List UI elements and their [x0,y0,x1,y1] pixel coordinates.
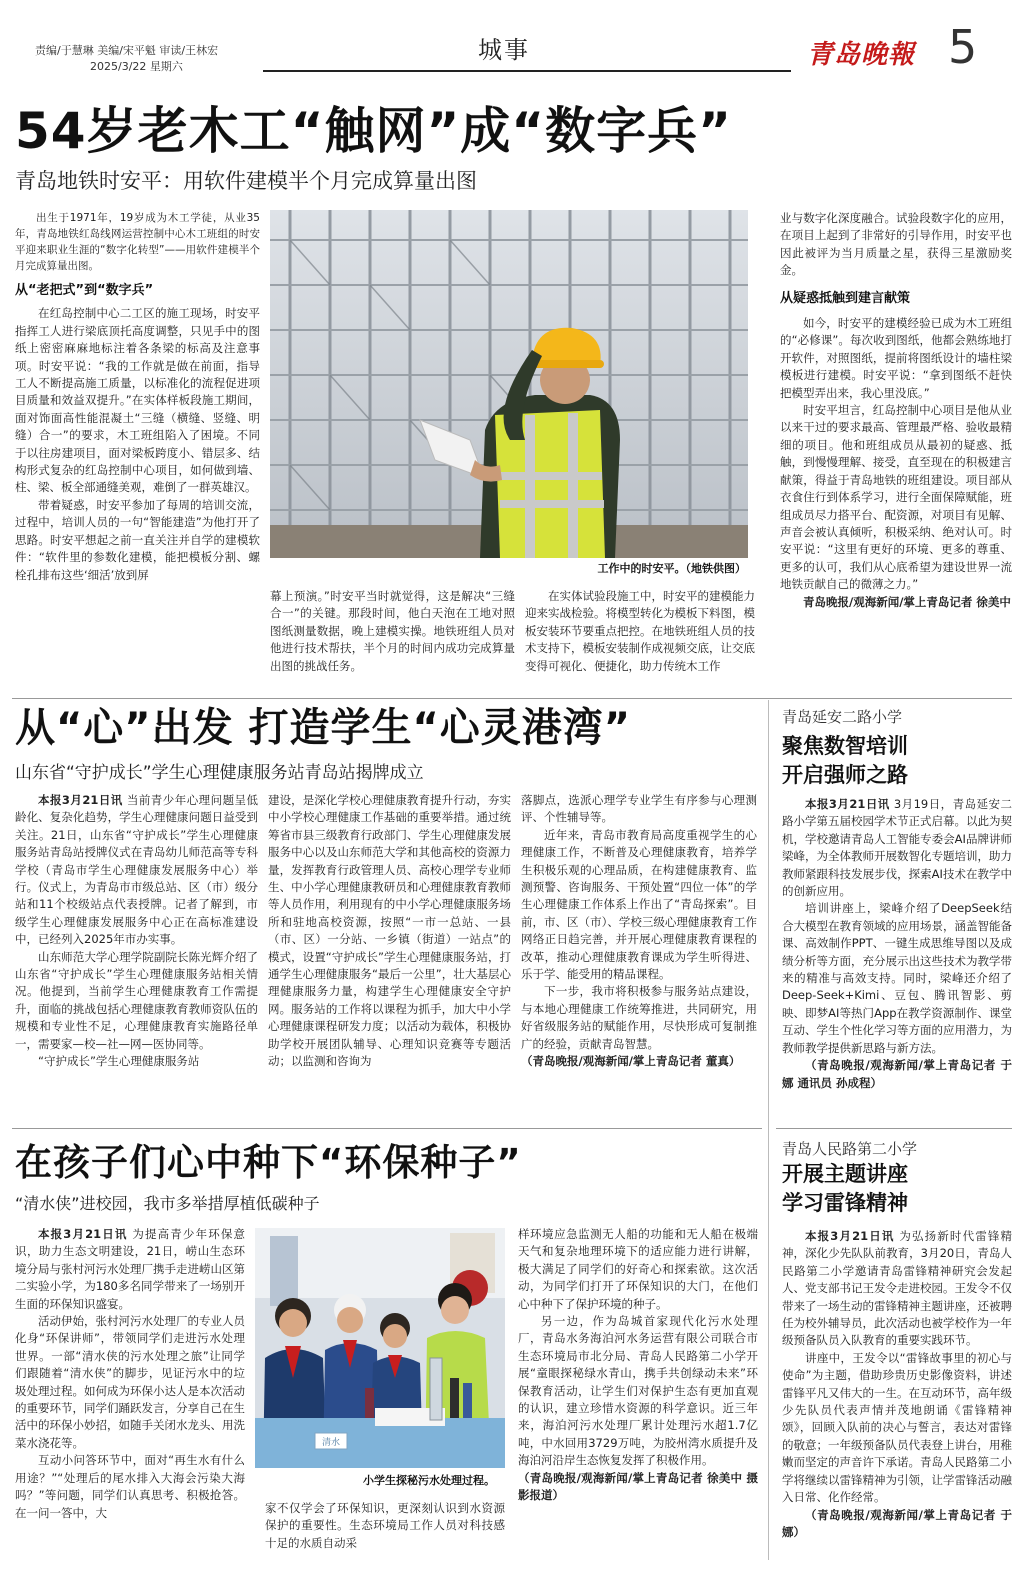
story1-column-3 [525,588,755,693]
divider [776,1128,1012,1129]
side2-body [782,1228,1012,1562]
story2-headline: 从“心”出发 打造学生“心灵港湾” [15,705,632,751]
worker-scaffolding-illustration [270,210,748,558]
story1-headline: 54岁老木工“触网”成“数字兵” [15,102,733,160]
story3-para-2: 活动伊始，张村河污水处理厂的专业人员化身“环保讲师”，带领同学们走进污水处理世界。一部“清水侠的污水处理之旅”让同学们跟随着“清水侠”的脚步，见证污水中的垃圾处理过程。如何成为环保小达人是本次活动的重要环节，同学们踊跃发言，分享自己在生活中的环保小妙招，如随手关闭水龙头、用洗菜水浇花等。 [15,1314,245,1450]
story1-intro: 出生于1971年，19岁成为木工学徒，从业35年，青岛地铁红岛线网运营控制中心木工班组的时安平迎来职业生涯的“数字化转型”——用软件建模半个月完成算量出图。 [15,212,260,272]
story2-lead: 本报3月21日讯 [38,793,123,807]
side1-para-1: 3月19日，青岛延安二路小学第五届校园学术节正式启幕。以此为契机，学校邀请青岛人工智能专委会AI品牌讲师梁峰，为全体教师开展数智化专题培训，助力教师紧跟科技发展步伐，探索AI技术在教学中的创新应用。 [782,797,1012,899]
side2-para-2: 讲座中，王发令以“雷锋故事里的初心与使命”为主题，借助珍贵历史影像资料，讲述雷锋平凡又伟大的一生。在互动环节，高年级少先队员代表声情并茂地朗诵《雷锋精神颂》，回顾入队前的决心与誓言，表达对雷锋的敬意；一年级预备队员代表登上讲台，用稚嫩而坚定的声音许下承诺。青岛人民路第二小学将继续以雷锋精神为引领，让学雷锋活动融入日常、化作经常。 [782,1350,1012,1505]
story3-para-5: 样环境应急监测无人船的功能和无人船在极端天气和复杂地理环境下的适应能力进行讲解，极大满足了同学们的好奇心和探索欲。这次活动，为同学们打开了环保知识的大门，在他们心中种下了保护环境的种子。 [518,1227,758,1311]
story3-lead: 本报3月21日讯 [38,1227,128,1241]
side2-title-line-1: 开展主题讲座 [782,1162,908,1186]
side2-lead: 本报3月21日讯 [805,1229,895,1243]
story1-para-1: 在红岛控制中心二工区的施工现场，时安平指挥工人进行梁底顶托高度调整，只见手中的图纸上密密麻麻地标注着各条梁的标高及注意事项。时安平说：“我的工作就是做在前面，指导工人不断提高施工质量，以标准化的流程促进项目质量和效益双提升。”在实体样板段施工期间，面对饰面高性能混凝土“三缝（横缝、竖缝、明缝）合一”的要求，木工班组陷入了困境。不同于以往房建项目，面对梁板跨度小、错层多、结构形式复杂的红岛控制中心项目，如何做到墙、柱、梁、板全部通缝美观，难倒了一群英雄汉。 [15,306,260,495]
story1-subhead-2: 从疑惑抵触到建言献策 [780,290,911,306]
divider [12,1128,762,1129]
story1-photo [270,210,748,558]
story1-para-2: 带着疑惑，时安平参加了每周的培训交流，过程中，培训人员的一句“智能建造”为他打开了思路。时安平想起之前一直关注并自学的建模软件：“软件里的参数化建模，能把模板分割、螺栓孔排布这些‘细活’放到屏 [15,497,260,582]
side1-title [782,732,908,790]
story2-para-5: 落脚点，选派心理学专业学生有序参与心理测评、个性辅导等。 [521,793,757,825]
column-divider [768,700,769,1560]
story1-column-1 [15,210,260,690]
side2-kicker: 青岛人民路第二小学 [782,1140,918,1158]
students-experiment-illustration [255,1228,505,1468]
story3-subtitle: “清水侠”进校园，我市多举措厚植低碳种子 [15,1194,320,1213]
header-rule [263,70,791,72]
story3-para-3: 互动小问答环节中，面对“再生水有什么用途？”“处理后的尾水排入大海会污染大海吗？”等问题，同学们认真思考、积极抢答。在一问一答中，大 [15,1453,245,1520]
story1-para-6: 如今，时安平的建模经验已成为木工班组的“必修课”。每次收到图纸，他都会熟练地打开软件，对照图纸，提前将图纸设计的墙柱梁模板进行建模。时安平说：“拿到图纸不赶快把模型弄出来，我心里没底。” [780,316,1012,400]
side2-title [782,1160,908,1218]
side1-body [782,796,1012,1126]
editors-line: 责编/于慧琳 美编/宋平魁 审读/王林宏 [35,44,219,57]
story3-para-4: 家不仅学会了环保知识，更深刻认识到水资源保护的重要性。生态环境局工作人员对科技感十足的水质自动采 [265,1501,505,1550]
story2-para-1: 当前青少年心理问题呈低龄化、复杂化趋势，学生心理健康问题日益受到关注。21日，山东省“守护成长”学生心理健康服务站青岛站授牌仪式在青岛幼儿师范高等专科学校（青岛市学生心理健康发展服务中心）举行。仪式上，为青岛市市级总站、区（市）级分站和11个校级站点代表授牌。记者了解到，市级学生心理健康发展服务中心正在高标准建设中，已经列入2025年市办实事。 [15,793,258,947]
photo-sign-text: 清水 [321,1438,341,1448]
side1-credit: （青岛晚报/观海新闻/掌上青岛记者 于娜 通讯员 孙成程） [782,1058,1012,1090]
story1-subhead-1: 从“老把式”到“数字兵” [15,283,154,298]
story3-column-1 [15,1226,245,1562]
story3-column-2 [265,1500,505,1560]
side1-title-line-1: 聚焦数智培训 [782,734,908,758]
story2-para-4: 建设，是深化学校心理健康教育提升行动，夯实中小学校心理健康工作基础的重要举措。通过统筹省市县三级教育行政部门、学生心理健康发展服务中心以及山东师范大学和其他高校的资源力量，发挥教育行政管理人员、高校心理学专业师生、中小学心理健康教研员和心理健康教育教师等人员作用，利用现有的中小学心理健康服务场所和驻地高校资源，按照“一市一总站、一县（市、区）一分站、一乡镇（街道）一站点”的模式，设置“守护成长”学生心理健康服务站，打通学生心理健康服务“最后一公里”，壮大基层心理健康服务力量，构建学生心理健康安全守护网。服务站的工作将以课程为抓手，加大中小学心理健康课程研发力度；以活动为载体，积极协助学校开展团队辅导、心理知识竞赛等专题活动；以监测和咨询为 [268,793,511,1069]
story1-para-3: 幕上预演。”时安平当时就觉得，这是解决“三缝合一”的关键。那段时间，他白天泡在工地对照图纸测量数据，晚上建模实操。地铁班组人员对他进行技术帮扶，半个月的时间内成功完成算量出图的挑战任务。 [270,589,515,673]
side1-kicker: 青岛延安二路小学 [782,708,903,726]
story2-column-2 [268,792,511,1122]
side1-para-2: 培训讲座上，梁峰介绍了DeepSeek结合大模型在教育领域的应用场景，涵盖智能备课、高效制作PPT、一键生成思维导图以及成绩分析等方面，充分展示出这些技术为教学带来的精准与高效支持。同时，梁峰还介绍了Deep-Seek+Kimi、豆包、腾讯智影、剪映、即梦AI等热门App在教学资源制作、课堂互动、学生个性化学习等方面的应用潜力，为教师教学提供新思路与新方法。 [782,901,1012,1055]
story2-para-3: “守护成长”学生心理健康服务站 [38,1054,200,1069]
story3-para-6: 另一边，作为岛城首家现代化污水处理厂，青岛水务海泊河水务运营有限公司联合市生态环境局市北分局、青岛人民路第二小学开展“童眼探秘绿水青山，携手共创绿动未来”环保教育活动，让学生们对保护生态有更加直观的认识，建立珍惜水资源的科学意识。近三年来，海泊河污水处理厂累计处理污水超1.7亿吨，中水回用3729万吨，为胶州湾水质提升及海泊河沿岸生态恢复发挥了积极作用。 [518,1314,758,1468]
story3-para-1: 为提高青少年环保意识，助力生态文明建设，21日，崂山生态环境分局与张村河污水处理厂携手走进崂山区第二实验小学，为180多名同学带来了一场别开生面的环保知识盛宴。 [15,1227,245,1311]
side1-lead: 本报3月21日讯 [805,797,890,811]
story2-column-1 [15,792,258,1122]
story2-para-7: 下一步，我市将积极参与服务站点建设，与本地心理健康工作统筹推进，共同研究，用好省级服务站的赋能作用，尽快形成可复制推广的经验，贡献青岛智慧。 [521,984,757,1051]
newspaper-logo: 青岛晚報 [807,40,916,70]
story3-column-3 [518,1226,758,1562]
story2-column-3 [521,792,757,1122]
story3-headline: 在孩子们心中种下“环保种子” [15,1141,522,1184]
story1-subtitle: 青岛地铁时安平：用软件建模半个月完成算量出图 [15,169,477,193]
story2-para-2: 山东师范大学心理学院副院长陈光辉介绍了山东省“守护成长”学生心理健康服务站相关情况。他提到，当前学生心理健康教育工作需提升，面临的挑战包括心理健康教育教师资队伍的规模和专业性不足，心理健康教育实施路径单一，需要家—校—社—网—医协同等。 [15,949,258,1051]
story1-para-7: 时安平坦言，红岛控制中心项目是他从业以来干过的要求最高、管理最严格、验收最精细的项目。他和班组成员从最初的疑惑、抵触，到慢慢理解、接受，直至现在的积极建言献策，得益于青岛地铁的班组建设。项目部从衣食住行到体系学习，进行全面保障赋能，班组成员尽力搭平台、配资源，对项目有见解、声音会被认真倾听，积极采纳、绝对认可。时安平说：“这里有更好的环境、更多的尊重、更多的认可，我们从心底希望为建设世界一流地铁贡献自己的微薄之力。” [780,403,1012,592]
divider [12,698,1012,699]
side2-para-1: 为弘扬新时代雷锋精神，深化少先队队前教育，3月20日，青岛人民路第二小学邀请青岛雷锋精神研究会发起人、党支部书记王发令走进校园。王发令不仅带来了一场生动的雷锋精神主题讲座，还被聘任为校外辅导员，此次活动也被学校作为一年级预备队员入队教育的重要实践环节。 [782,1229,1012,1348]
story3-photo-caption: 小学生探秘污水处理过程。 [363,1474,495,1487]
story3-credit: （青岛晚报/观海新闻/掌上青岛记者 徐美中 摄影报道） [518,1470,758,1503]
story1-column-4 [780,210,1012,695]
story1-credit: 青岛晚报/观海新闻/掌上青岛记者 徐美中 [803,594,1011,609]
editor-credits [35,43,218,75]
story1-para-5: 业与数字化深度融合。试验段数字化的应用，在项目上起到了非常好的引导作用，时安平也因此被评为当月质量之星，获得三星激励奖金。 [780,211,1012,278]
story2-para-6: 近年来，青岛市教育局高度重视学生的心理健康工作，不断普及心理健康教育，培养学生积极乐观的心理品质，在构建健康教育、监测预警、咨询服务、干预处置“四位一体”的学生心理健康工作体系上作出了“青岛探索”。目前，市、区（市）、学校三级心理健康教育工作网络正日趋完善，并开展心理健康教育课程的改革，推动心理健康教育课成为学生听得进、乐于学、能受用的精品课程。 [521,827,757,982]
side2-credit: （青岛晚报/观海新闻/掌上青岛记者 于娜） [782,1507,1012,1539]
issue-date: 2025/3/22 星期六 [90,60,183,73]
section-name: 城事 [478,36,530,64]
side2-title-line-2: 学习雷锋精神 [782,1191,908,1215]
story2-credit: （青岛晚报/观海新闻/掌上青岛记者 董真） [521,1054,741,1069]
story1-photo-caption: 工作中的时安平。（地铁供图） [597,562,746,575]
page-number: 5 [948,20,978,74]
story2-subtitle: 山东省“守护成长”学生心理健康服务站青岛站揭牌成立 [15,763,424,783]
story3-photo [255,1228,505,1468]
story1-para-4: 在实体试验段施工中，时安平的建模能力迎来实战检验。将模型转化为模板下料图，模板安装环节要重点把控。在地铁班组人员的技术支持下，模板安装制作成视频交底，让交底变得可视化、便捷化，助力传统木工作 [525,589,755,673]
story1-column-2 [270,588,515,693]
side1-title-line-2: 开启强师之路 [782,763,908,787]
